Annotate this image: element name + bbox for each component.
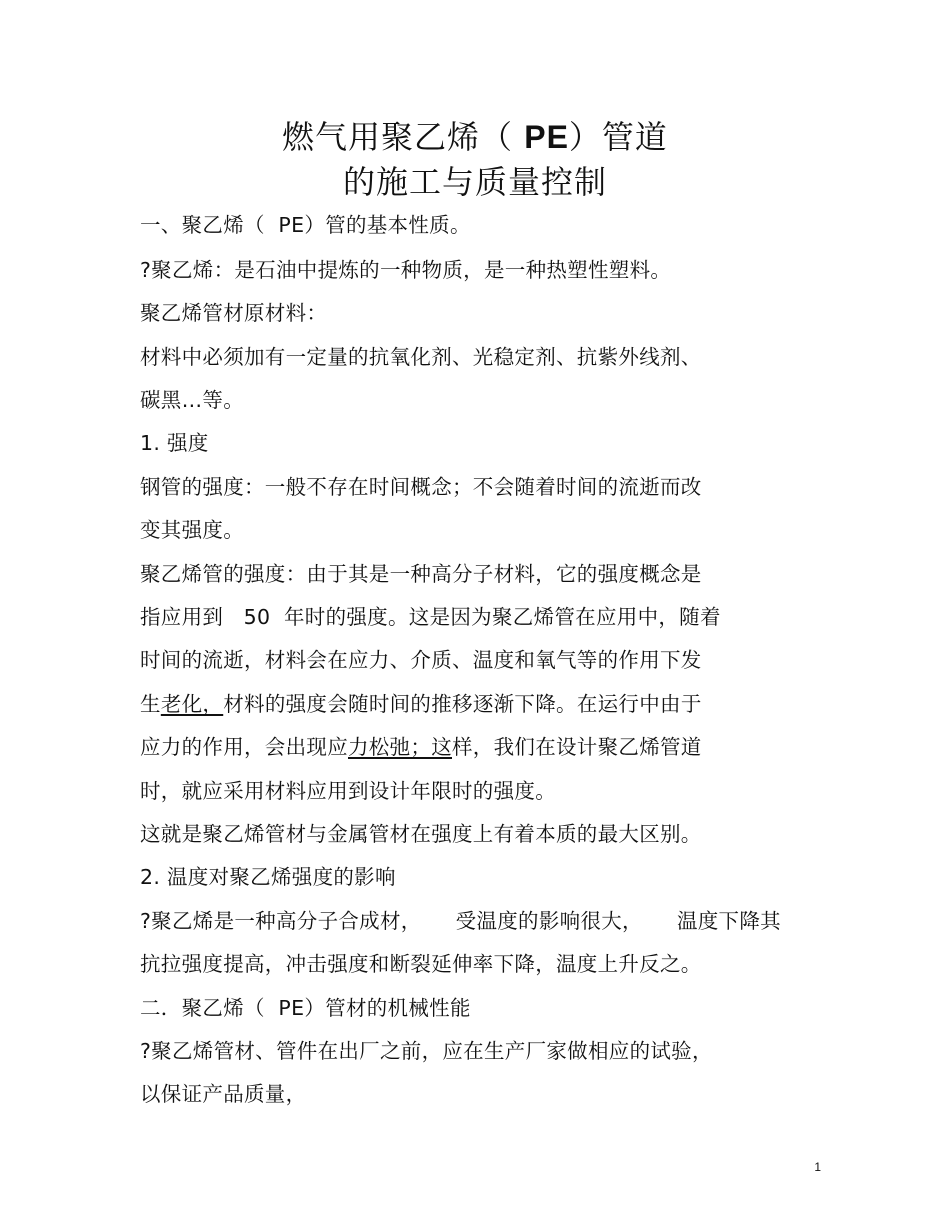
page-number: 1	[814, 1160, 821, 1174]
paragraph-line: 钢管的强度：一般不存在时间概念；不会随着时间的流逝而改	[140, 475, 702, 499]
paragraph-line: 材料中必须加有一定量的抗氧化剂、光稳定剂、抗紫外线剂、	[140, 345, 702, 369]
underlined-term: 力松弛；这	[348, 735, 452, 759]
title-part-a: 燃气用聚乙烯（	[282, 118, 525, 156]
paragraph-line: 聚乙烯管的强度：由于其是一种高分子材料，它的强度概念是	[140, 562, 702, 586]
line-pre: 生	[140, 692, 161, 716]
line-post: 样，我们在设计聚乙烯管道	[452, 735, 702, 759]
section-heading-2: 二．聚乙烯（ PE）管材的机械性能	[140, 996, 471, 1020]
subsection-heading-strength: 1. 强度	[140, 431, 209, 455]
paragraph-line: 抗拉强度提高，冲击强度和断裂延伸率下降，温度上升反之。	[140, 952, 702, 976]
subsection-heading-temperature: 2. 温度对聚乙烯强度的影响	[140, 865, 396, 889]
paragraph-line: 指应用到 50 年时的强度。这是因为聚乙烯管在应用中，随着	[140, 605, 721, 629]
title-part-b: ）管道	[568, 118, 668, 156]
paragraph-line: 时，就应采用材料应用到设计年限时的强度。	[140, 779, 556, 803]
paragraph-line: ?聚乙烯管材、管件在出厂之前，应在生产厂家做相应的试验，	[140, 1039, 713, 1063]
paragraph-line: ?聚乙烯：是石油中提炼的一种物质，是一种热塑性塑料。	[140, 258, 672, 282]
line-pre: 应力的作用，会出现应	[140, 735, 348, 759]
paragraph-line: 时间的流逝，材料会在应力、介质、温度和氧气等的作用下发	[140, 648, 702, 672]
section-heading-1: 一、聚乙烯（ PE）管的基本性质。	[140, 213, 471, 237]
paragraph-line: 以保证产品质量，	[140, 1082, 307, 1106]
title-pe: PE	[524, 119, 569, 155]
document-title-line-1	[0, 117, 950, 157]
underlined-term: 老化，	[160, 692, 224, 716]
paragraph-line-with-underline	[140, 733, 702, 761]
document-title-line-2: 的施工与质量控制	[342, 163, 607, 201]
paragraph-line: 碳黑…等。	[140, 388, 244, 412]
line-post: 材料的强度会随时间的推移逐渐下降。在运行中由于	[223, 692, 702, 716]
paragraph-line: 变其强度。	[140, 518, 244, 542]
paragraph-line: ?聚乙烯是一种高分子合成材， 受温度的影响很大， 温度下降其	[140, 909, 781, 933]
paragraph-line-with-underline	[140, 690, 702, 718]
paragraph-line: 聚乙烯管材原材料：	[140, 301, 328, 325]
paragraph-line: 这就是聚乙烯管材与金属管材在强度上有着本质的最大区别。	[140, 822, 702, 846]
